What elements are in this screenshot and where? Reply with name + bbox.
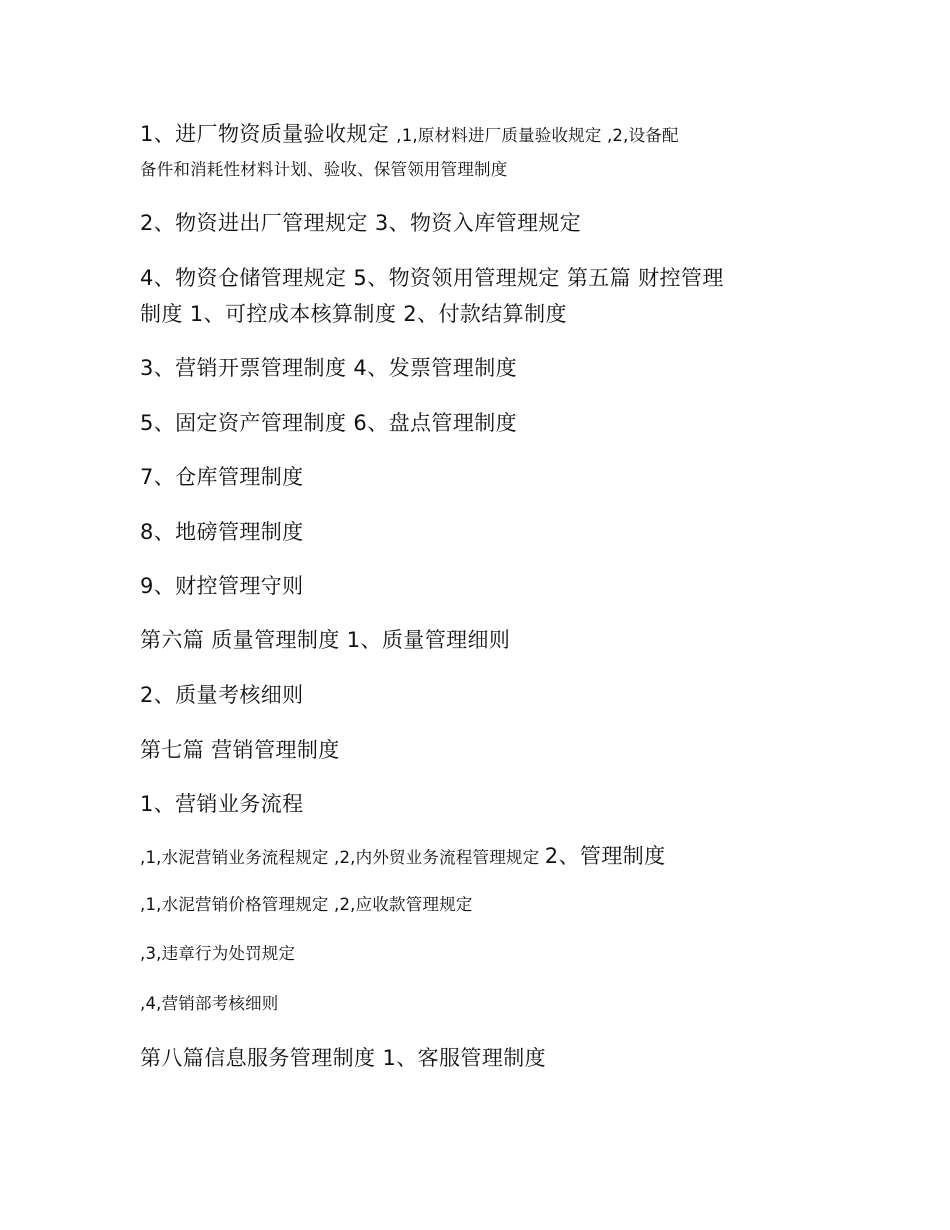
heading-text: 2、管理制度 (544, 844, 666, 868)
text-line (140, 304, 567, 325)
heading-text: 第六篇 质量管理制度 1、质量管理细则 (140, 628, 511, 652)
text-line (140, 162, 507, 179)
subitem-text: ,1,原材料进厂质量验收规定 ,2,设备配 (396, 126, 679, 145)
heading-text: 4、物资仓储管理规定 5、物资领用管理规定 第五篇 财控管理 (140, 266, 724, 290)
heading-text: 1、营销业务流程 (140, 792, 304, 816)
heading-text: 9、财控管理守则 (140, 574, 304, 598)
subitem-text: ,1,水泥营销价格管理规定 ,2,应收款管理规定 (140, 895, 473, 914)
text-line (140, 576, 304, 597)
subitem-text: 备件和消耗性材料计划、验收、保管领用管理制度 (140, 160, 508, 179)
subitem-text: ,1,水泥营销业务流程规定 ,2,内外贸业务流程管理规定 (140, 848, 545, 867)
text-line (140, 740, 340, 761)
subitem-text: ,3,违章行为处罚规定 (140, 944, 296, 963)
text-line (140, 124, 679, 145)
heading-text: 第八篇信息服务管理制度 1、客服管理制度 (140, 1046, 547, 1070)
text-line (140, 630, 510, 651)
heading-text: 7、仓库管理制度 (140, 465, 304, 489)
text-line (140, 685, 304, 706)
heading-text: 第七篇 营销管理制度 (140, 738, 340, 762)
heading-text: 8、地磅管理制度 (140, 520, 304, 544)
text-line (140, 467, 304, 488)
text-line (140, 358, 517, 379)
text-line (140, 268, 724, 289)
heading-text: 3、营销开票管理制度 4、发票管理制度 (140, 356, 517, 380)
text-line (140, 213, 581, 234)
text-line (140, 1048, 546, 1069)
text-line (140, 996, 279, 1013)
text-line (140, 522, 304, 543)
text-line (140, 846, 666, 867)
heading-text: 5、固定资产管理制度 6、盘点管理制度 (140, 411, 517, 435)
heading-text: 2、物资进出厂管理规定 3、物资入库管理规定 (140, 211, 582, 235)
text-line (140, 897, 473, 914)
subitem-text: ,4,营销部考核细则 (140, 994, 279, 1013)
text-line (140, 946, 295, 963)
heading-text: 1、进厂物资质量验收规定 (140, 122, 397, 146)
heading-text: 2、质量考核细则 (140, 683, 304, 707)
text-line (140, 413, 517, 434)
text-line (140, 794, 304, 815)
heading-text: 制度 1、可控成本核算制度 2、付款结算制度 (140, 302, 567, 326)
